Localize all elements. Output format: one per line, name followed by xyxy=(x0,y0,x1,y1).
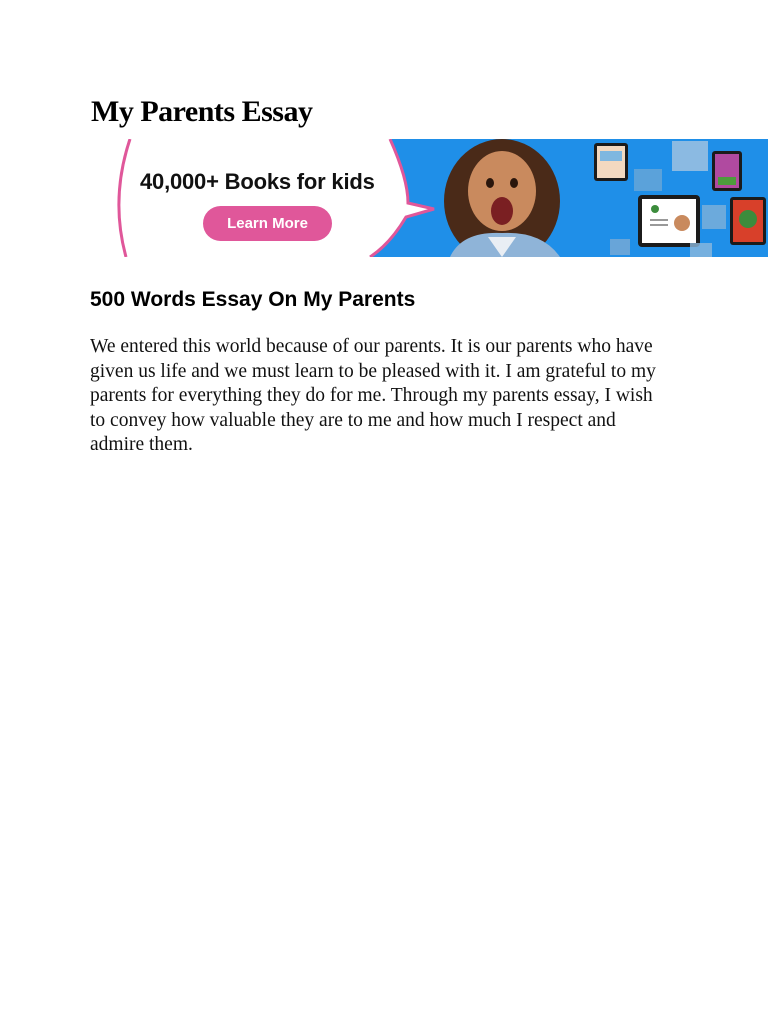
book-cover-icon xyxy=(594,143,628,181)
books-ad-banner[interactable] xyxy=(90,139,768,257)
section-heading: 500 Words Essay On My Parents xyxy=(90,288,416,311)
paragraph-line: admire them. xyxy=(90,434,193,455)
book-cover-icon-3 xyxy=(730,197,766,245)
paragraph-line: to convey how valuable they are to me and how much I respect and xyxy=(90,409,616,431)
learn-more-button[interactable]: Learn More xyxy=(203,206,332,241)
paragraph-line: given us life and we must learn to be pleased with it. I am grateful to my xyxy=(90,360,656,382)
child-photo-icon xyxy=(444,139,560,257)
book-cover-icon-2 xyxy=(712,151,742,191)
essay-paragraph xyxy=(90,335,690,458)
banner-artwork xyxy=(90,139,768,257)
paragraph-line: parents for everything they do for me. Through my parents essay, I wish xyxy=(90,385,653,406)
banner-headline: 40,000+ Books for kids xyxy=(140,169,375,194)
tablet-icon xyxy=(638,195,700,247)
page-title: My Parents Essay xyxy=(91,95,313,128)
paragraph-line: We entered this world because of our parents. It is our parents who have xyxy=(90,336,653,357)
